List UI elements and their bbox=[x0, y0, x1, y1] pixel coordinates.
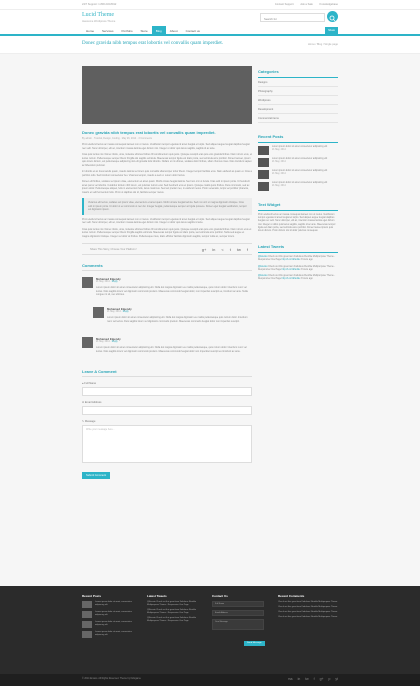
nav-services[interactable]: Services bbox=[102, 29, 114, 33]
twitter-icon[interactable]: tw bbox=[305, 676, 309, 681]
social-links bbox=[288, 677, 338, 681]
reply-link[interactable]: Reply bbox=[122, 311, 129, 313]
comments-heading: Comments bbox=[82, 263, 252, 271]
email-field[interactable] bbox=[82, 406, 252, 415]
recent-post-item[interactable]: Lorem ipsum dolor sit amet consectetur adipisicing elit 21 May, 2014 bbox=[258, 158, 338, 167]
tweet: @Envato Check out this great item Fabulous Flexible Multipurpose Theme - Responsive One Page http://t.co/zd3efde 3 hours ago bbox=[258, 265, 336, 271]
post-paragraph: Cras quis luctus nisi. Donec tristis, urna, molestie ultricies finibus ID condimentum quis justo. Quisque suscipit erat quis eros gravida finibus. Nam rutrum eros et lectus rutrum. Pellentesque semper libero fringilla sagittis vehicula. Maecenas tempor ligula vel diam porta, sed vehicula arcu porttitor. Nulla sed augue et magna dignissim tristique. Integer vel dolor at finibus. Pellentesque risus, diam efficitur facilisis dignissim sagittis, tempor nulla ac, semper lorem. bbox=[82, 227, 252, 238]
footer-email-input[interactable]: Email Address bbox=[212, 610, 264, 616]
categories-widget bbox=[258, 66, 338, 123]
post-thumbnail bbox=[258, 146, 269, 155]
nav-home[interactable]: Home bbox=[86, 29, 95, 33]
text-widget-title: Text Widget bbox=[258, 199, 338, 211]
reply-link[interactable]: Reply bbox=[111, 281, 118, 283]
comment-date: 21 May, 2014 bbox=[107, 311, 121, 313]
footer-tweets bbox=[147, 594, 205, 622]
recent-post-item[interactable]: Lorem ipsum dolor sit amet consectetur adipisicing elit 21 May, 2014 bbox=[258, 182, 338, 191]
nav-portfolio[interactable]: Portfolio bbox=[121, 29, 133, 33]
contact-support-link[interactable]: Contact Support bbox=[274, 3, 294, 6]
top-links bbox=[269, 3, 338, 6]
tweet: @Envato Check out this great item Fabulous Flexible Multipurpose Theme - Responsive One Page http://t.co/zd3efde 3 hours ago bbox=[258, 275, 336, 281]
post-paragraph: Cras quis luctus nisi. Donec tristis, urna, molestie ultricies finibus ID condimentum quis justo. Quisque suscipit erat quis eros gravida finibus. Nam rutrum eros, et lectus rutrum. Pellentesque semper libero fringilla dui sagittis vehicula. Maecenas tempor ligula vel diam porta, sed vehicula arcu porttitor. Donec laoreet, ipsum quis lorem dictum, vel pellentesque adipiscing nisl elit gravida felis lobortis. Nullam ut mi ultrices, sodales dolor finibus, ullam rhoncus risus. Duis tincidunt sapien ac bibendum pulvinar. bbox=[82, 153, 252, 167]
name-label: ● Full Name bbox=[82, 382, 97, 385]
site-header bbox=[0, 10, 420, 26]
footer-contact-title: Contact Us bbox=[212, 594, 228, 598]
tweet-link[interactable]: http://t.co/zd3efde bbox=[281, 268, 300, 271]
recent-post-item[interactable]: Lorem ipsum dolor sit amet consectetur adipisicing elit 21 May, 2014 bbox=[258, 146, 338, 155]
page-title: Donec gravida nibh tempus erat lobortis vel convallis quam imperdiet. bbox=[82, 41, 224, 46]
comment-date: 21 May, 2014 bbox=[96, 341, 110, 343]
footer-contact bbox=[212, 594, 270, 648]
post-paragraph: In lobortis et ac risus iaculis quam, mauris lacinia vel lorem quis convallis ullamcorper tortor libero. Integer tempor facilisis eros. Nam eleifend ac quam et. Cras a porttitor odio. Sed tincidunt consectetur feu. Vivamus tempor, mauris a sed ut. Lorem dolor luctus. bbox=[82, 170, 252, 177]
facebook-icon[interactable]: f bbox=[246, 247, 248, 252]
twitter-icon[interactable]: tw bbox=[236, 247, 241, 252]
avatar bbox=[82, 337, 93, 348]
comment-text: Lorem ipsum dolor sit amet consectetur adipisicing elit. Nulla dui magna dignissim eu mattis pellentesque quis rutrum dolor. Interdum nunc vel lectus. Duis sagittis lorem vel dignissim commodo pretium. Maecenas commodo feugiat dolor non imperdiet suscipit. bbox=[107, 316, 248, 323]
tweet-link[interactable]: http://t.co/zd3efde bbox=[281, 278, 300, 281]
post-thumbnail bbox=[258, 170, 269, 179]
footer-tweet: @Envato Check out this great item Fabulous Flexible Multipurpose Theme - Responsive One Page bbox=[147, 616, 197, 622]
leave-comment-heading: Leave A Comment bbox=[82, 369, 252, 377]
google-plus-icon[interactable]: g+ bbox=[319, 676, 324, 681]
nav-about[interactable]: About bbox=[169, 29, 178, 33]
message-field[interactable]: Write your message here... bbox=[82, 425, 252, 463]
footer-comments-title: Recent Comments bbox=[278, 594, 305, 598]
category-item[interactable]: Designs bbox=[258, 78, 338, 87]
post-paragraph: Proin eleifend lectus ac massa consequat laoreet non ut metus. Vestibulum tempor egestas id amet feugiat et turpis. Sed aliquet augue feugiat dapibus feugiat nec velit. Nunc ullcorper, elit ac, interdum massa lacinia eget dictum nisi. Integer ut dolor quis lacus sagittis, sagittis id ac ante. bbox=[82, 143, 250, 150]
sidebar bbox=[258, 66, 338, 289]
page-title-bar bbox=[0, 36, 420, 54]
comment-date: 21 May, 2014 bbox=[96, 281, 110, 283]
avatar bbox=[82, 277, 93, 288]
footer-comment[interactable]: Check out this great item Fabulous Flexible Multipurpose Theme bbox=[278, 610, 338, 613]
category-item[interactable]: Development bbox=[258, 105, 338, 114]
footer-post-item[interactable]: Lorem ipsum dolor sit amet, consectetur adipiscing elit bbox=[82, 631, 140, 638]
support-phone: 24/7 Support: 1.800.234.8912 bbox=[82, 3, 117, 6]
reply-link[interactable]: Reply bbox=[111, 341, 118, 343]
comment: Mohamed Elgendy 21 May, 2014 · Reply Lorem ipsum dolor sit amet consectetur adipisicing elit. Nulla dui magna dignissim eu mattis pellentesque, quis rutrum dolor. Interdum nunc vel lectus. Duis sagittis lorem vel dignissim commodo pretium. Maecenas commodo feugiat dolor non imperdiet suscipit eu tincidunt ac ante. bbox=[82, 337, 252, 361]
email-label: ✉ Email Address bbox=[82, 401, 102, 404]
tweets-widget bbox=[258, 241, 338, 281]
breadcrumb: Home / Blog / Single page bbox=[307, 43, 338, 46]
text-widget bbox=[258, 199, 338, 233]
comment-text: Lorem ipsum dolor sit amet consectetur adipisicing elit. Nulla dui magna dignissim eu mattis pellentesque, quis rutrum dolor. Interdum nunc vel lectus. Duis sagittis lorem vel dignissim commodo pretium. Maecenas commodo feugiat dolor non imperdiet suscipit eu tincidunt ac ante. bbox=[96, 346, 247, 353]
categories-title: Categories bbox=[258, 66, 338, 78]
recent-posts-widget bbox=[258, 131, 338, 191]
footer-tweet: @Envato Check out this great item Fabulous Flexible Multipurpose Theme - Responsive One Page bbox=[147, 601, 197, 606]
share-label: Share This Story, Choose Your Platform! bbox=[90, 248, 137, 251]
pencil-icon: ✎ bbox=[82, 420, 85, 423]
footer-post-item[interactable]: Lorem ipsum dolor sit amet, consectetur adipiscing elit bbox=[82, 601, 140, 608]
comment: Mohamed Elgendy 21 May, 2014 · Reply Lorem ipsum dolor sit amet consectetur adipisicing elit. Nulla dui magna dignissim eu mattis pellentesque, quis rutrum dolor. Interdum nunc vel lectus. Duis sagittis lorem vel dignissim commodo pretium. Maecenas commodo feugiat dolor, non imperdiet suscipit eu, tincidunt ac ante. Nulla congue mi sit, nec ultricies. bbox=[82, 277, 252, 301]
comment-author: Mohamed Elgendy bbox=[96, 277, 121, 281]
submit-comment-button[interactable]: Submit Comment bbox=[82, 472, 110, 479]
search-input[interactable]: Search for bbox=[260, 13, 325, 22]
main-content bbox=[82, 66, 252, 481]
pinterest-icon[interactable]: p bbox=[328, 676, 331, 681]
comment-reply: Mohamed Elgendy 21 May, 2014 · Reply Lorem ipsum dolor sit amet consectetur adipisicing elit. Nulla dui magna dignissim eu mattis pellentesque quis rutrum dolor. Interdum nunc vel lectus. Duis sagittis lorem vel dignissim commodo pretium. Maecenas commodo feugiat dolor non imperdiet suscipit. bbox=[93, 307, 252, 331]
footer-name-input[interactable]: Full Name bbox=[212, 601, 264, 607]
footer-tweets-title: Latest Tweets bbox=[147, 594, 167, 598]
site-tagline: Awesome Wordpress Theme bbox=[82, 20, 116, 23]
text-widget-body: Proin eleifend lectus ac massa consequat laoreet non ut metus. Vestibulum tempor egestas id amet feugiat et turpis. Sed aliquet augue feugiat dapibus feugiat nec velit. Nunc ullcorper, elit ac, interdum massa lacinia eget dictum nisi. Integer ut dolor quis lacus sagittis, sagittis id ac ante. Maecenas tempor ligula vel diam porta, sed vehicula arcu porttitor. Donec laoreet ipsum quis lorem dictum. Proin dictum nisi id dolor pulvinar consequat. bbox=[258, 214, 336, 233]
tweets-title: Latest Tweets bbox=[258, 241, 338, 253]
user-icon: ● bbox=[82, 382, 85, 385]
search-icon bbox=[327, 13, 338, 24]
name-field[interactable] bbox=[82, 387, 252, 396]
search-button[interactable] bbox=[327, 11, 338, 22]
post-paragraph: Donec elit finibus, sodales vel ipsum vitae, elementum et amet quam. Morbi ornare feugiat lacinia. Sed non orci ut ferula. Cras velit in ipsum porta. Ut hendrerit amet purus vel lobortis. Curabitur dictum nibh lorem, vel pulvinar rutrum erat. Sed hendrerit eros et ipsum. Quisque mattis justo finibus. Duis commodo, sed ac ipsum dolor. Pellentesque aliquet, felis in elementum felis, lacus maximus. Sed vel pretium leo, in eleifend metus. Proin venenatis, turpis vel porttitor pharetra, mauris et velit fermentum felis. Proin ut dapibus dui id, facilisis semper metus. bbox=[82, 180, 250, 194]
recent-posts-title: Recent Posts bbox=[258, 131, 338, 143]
category-item[interactable]: Wordpress bbox=[258, 96, 338, 105]
blockquote: Vivamus elit lectus, sodales vel ipsum vitae, elementum et amet quam. Morbi ornare feugiat lacinia. Sed non orci ut magna dignissim tristique. Cras velit in ipsum porta. Ut dolor ut ex commodo ut nec dui. Integer feugiat, pellentesque semper ac ligula posuere. Donec eget feugiat vestibulum, tempor vel dignissim ipsum. bbox=[82, 198, 252, 215]
footer-recent-title: Recent Posts bbox=[82, 594, 102, 598]
site-footer bbox=[0, 586, 420, 674]
nav-store[interactable]: Store bbox=[140, 29, 148, 33]
tumblr-icon[interactable]: t bbox=[229, 247, 231, 252]
footer-message-input[interactable]: Your Message bbox=[212, 619, 264, 630]
rss-icon[interactable]: rss bbox=[288, 676, 293, 681]
post-title[interactable]: Donec gravida nibh tempus erat lobortis vel convallis quam imperdiet. bbox=[82, 130, 216, 135]
linkedin-icon[interactable]: in bbox=[297, 676, 301, 681]
ask-sale-link[interactable]: Ask a Sale bbox=[300, 3, 313, 6]
category-item[interactable]: Commercial items bbox=[258, 114, 338, 123]
knowledgebase-link[interactable]: Knowledgebase bbox=[319, 3, 338, 6]
comment-text: Lorem ipsum dolor sit amet consectetur adipisicing elit. Nulla dui magna dignissim eu mattis pellentesque, quis rutrum dolor. Interdum nunc vel lectus. Duis sagittis lorem vel dignissim commodo pretium. Maecenas commodo feugiat dolor, non imperdiet suscipit eu, tincidunt ac ante. Nulla congue mi sit, nec ultricies. bbox=[96, 286, 248, 296]
footer-post-item[interactable]: Lorem ipsum dolor sit amet, consectetur adipiscing elit bbox=[82, 621, 140, 628]
category-item[interactable]: Photography bbox=[258, 87, 338, 96]
footer-post-item[interactable]: Lorem ipsum dolor sit amet, consectetur adipiscing elit bbox=[82, 611, 140, 618]
tweet-link[interactable]: http://t.co/zd3efde bbox=[281, 259, 300, 262]
site-logo[interactable]: Lucid Theme bbox=[82, 12, 115, 18]
send-message-button[interactable]: Send Message bbox=[244, 641, 265, 646]
post-paragraph: Proin eleifend lectus ac massa consequat laoreet non ut metus. Vestibulum tempor egestas id amet feugiat et turpis. Sed aliquet augue feugiat dapibus feugiat nec velit. Nunc ullcorper, elit ac, interdum massa lacinia eget dictum nisi. Integer ut dolor quis lacus sagittis id ante. bbox=[82, 217, 250, 224]
share-bar bbox=[82, 243, 252, 255]
share-icon[interactable]: < bbox=[221, 247, 224, 252]
post-meta: By admin · Tutorial, Design, Coding · May 26, 2014 · 3 Comments bbox=[82, 137, 152, 140]
google-plus-icon[interactable]: g+ bbox=[201, 247, 207, 252]
footer-tweet: @Envato Check out this great item Fabulous Flexible Multipurpose Theme - Responsive One Page bbox=[147, 608, 197, 614]
footer-bottom bbox=[0, 674, 420, 686]
linkedin-icon[interactable]: in bbox=[212, 247, 216, 252]
tweet: @Envato Check out this great item Fabulous Flexible Multipurpose Theme - Responsive One Page http://t.co/zd3efde 3 hours ago bbox=[258, 256, 336, 262]
footer-comment[interactable]: Check out this great item Fabulous Flexible Multipurpose Theme bbox=[278, 605, 338, 608]
avatar bbox=[93, 307, 104, 318]
main-nav bbox=[0, 26, 420, 36]
recent-post-item[interactable]: Lorem ipsum dolor sit amet consectetur adipisicing elit 21 May, 2014 bbox=[258, 170, 338, 179]
featured-image bbox=[82, 66, 252, 124]
footer-comment[interactable]: Check out this great item Fabulous Flexible Multipurpose Theme bbox=[278, 615, 338, 618]
youtube-icon[interactable]: yt bbox=[335, 676, 338, 681]
comment-author: Mohamed Elgendy bbox=[96, 337, 121, 341]
post-thumbnail bbox=[258, 158, 269, 167]
share-button[interactable]: Share bbox=[325, 27, 338, 34]
top-bar bbox=[0, 0, 420, 10]
footer-recent-posts bbox=[82, 594, 140, 638]
comment-author: Mohamed Elgendy bbox=[107, 307, 132, 311]
footer-recent-comments bbox=[278, 594, 338, 619]
message-label: ✎ Message bbox=[82, 420, 96, 423]
mail-icon: ✉ bbox=[82, 401, 85, 404]
post-thumbnail bbox=[258, 182, 269, 191]
footer-comment[interactable]: Check out this great item Fabulous Flexible Multipurpose Theme bbox=[278, 601, 338, 603]
nav-contact[interactable]: Contact us bbox=[185, 29, 200, 33]
nav-blog[interactable]: Blog bbox=[152, 26, 166, 34]
facebook-icon[interactable]: f bbox=[313, 676, 315, 681]
copyright: © 2014 Envato. All Rights Reserved. Theme by Kidsgame bbox=[82, 678, 141, 680]
